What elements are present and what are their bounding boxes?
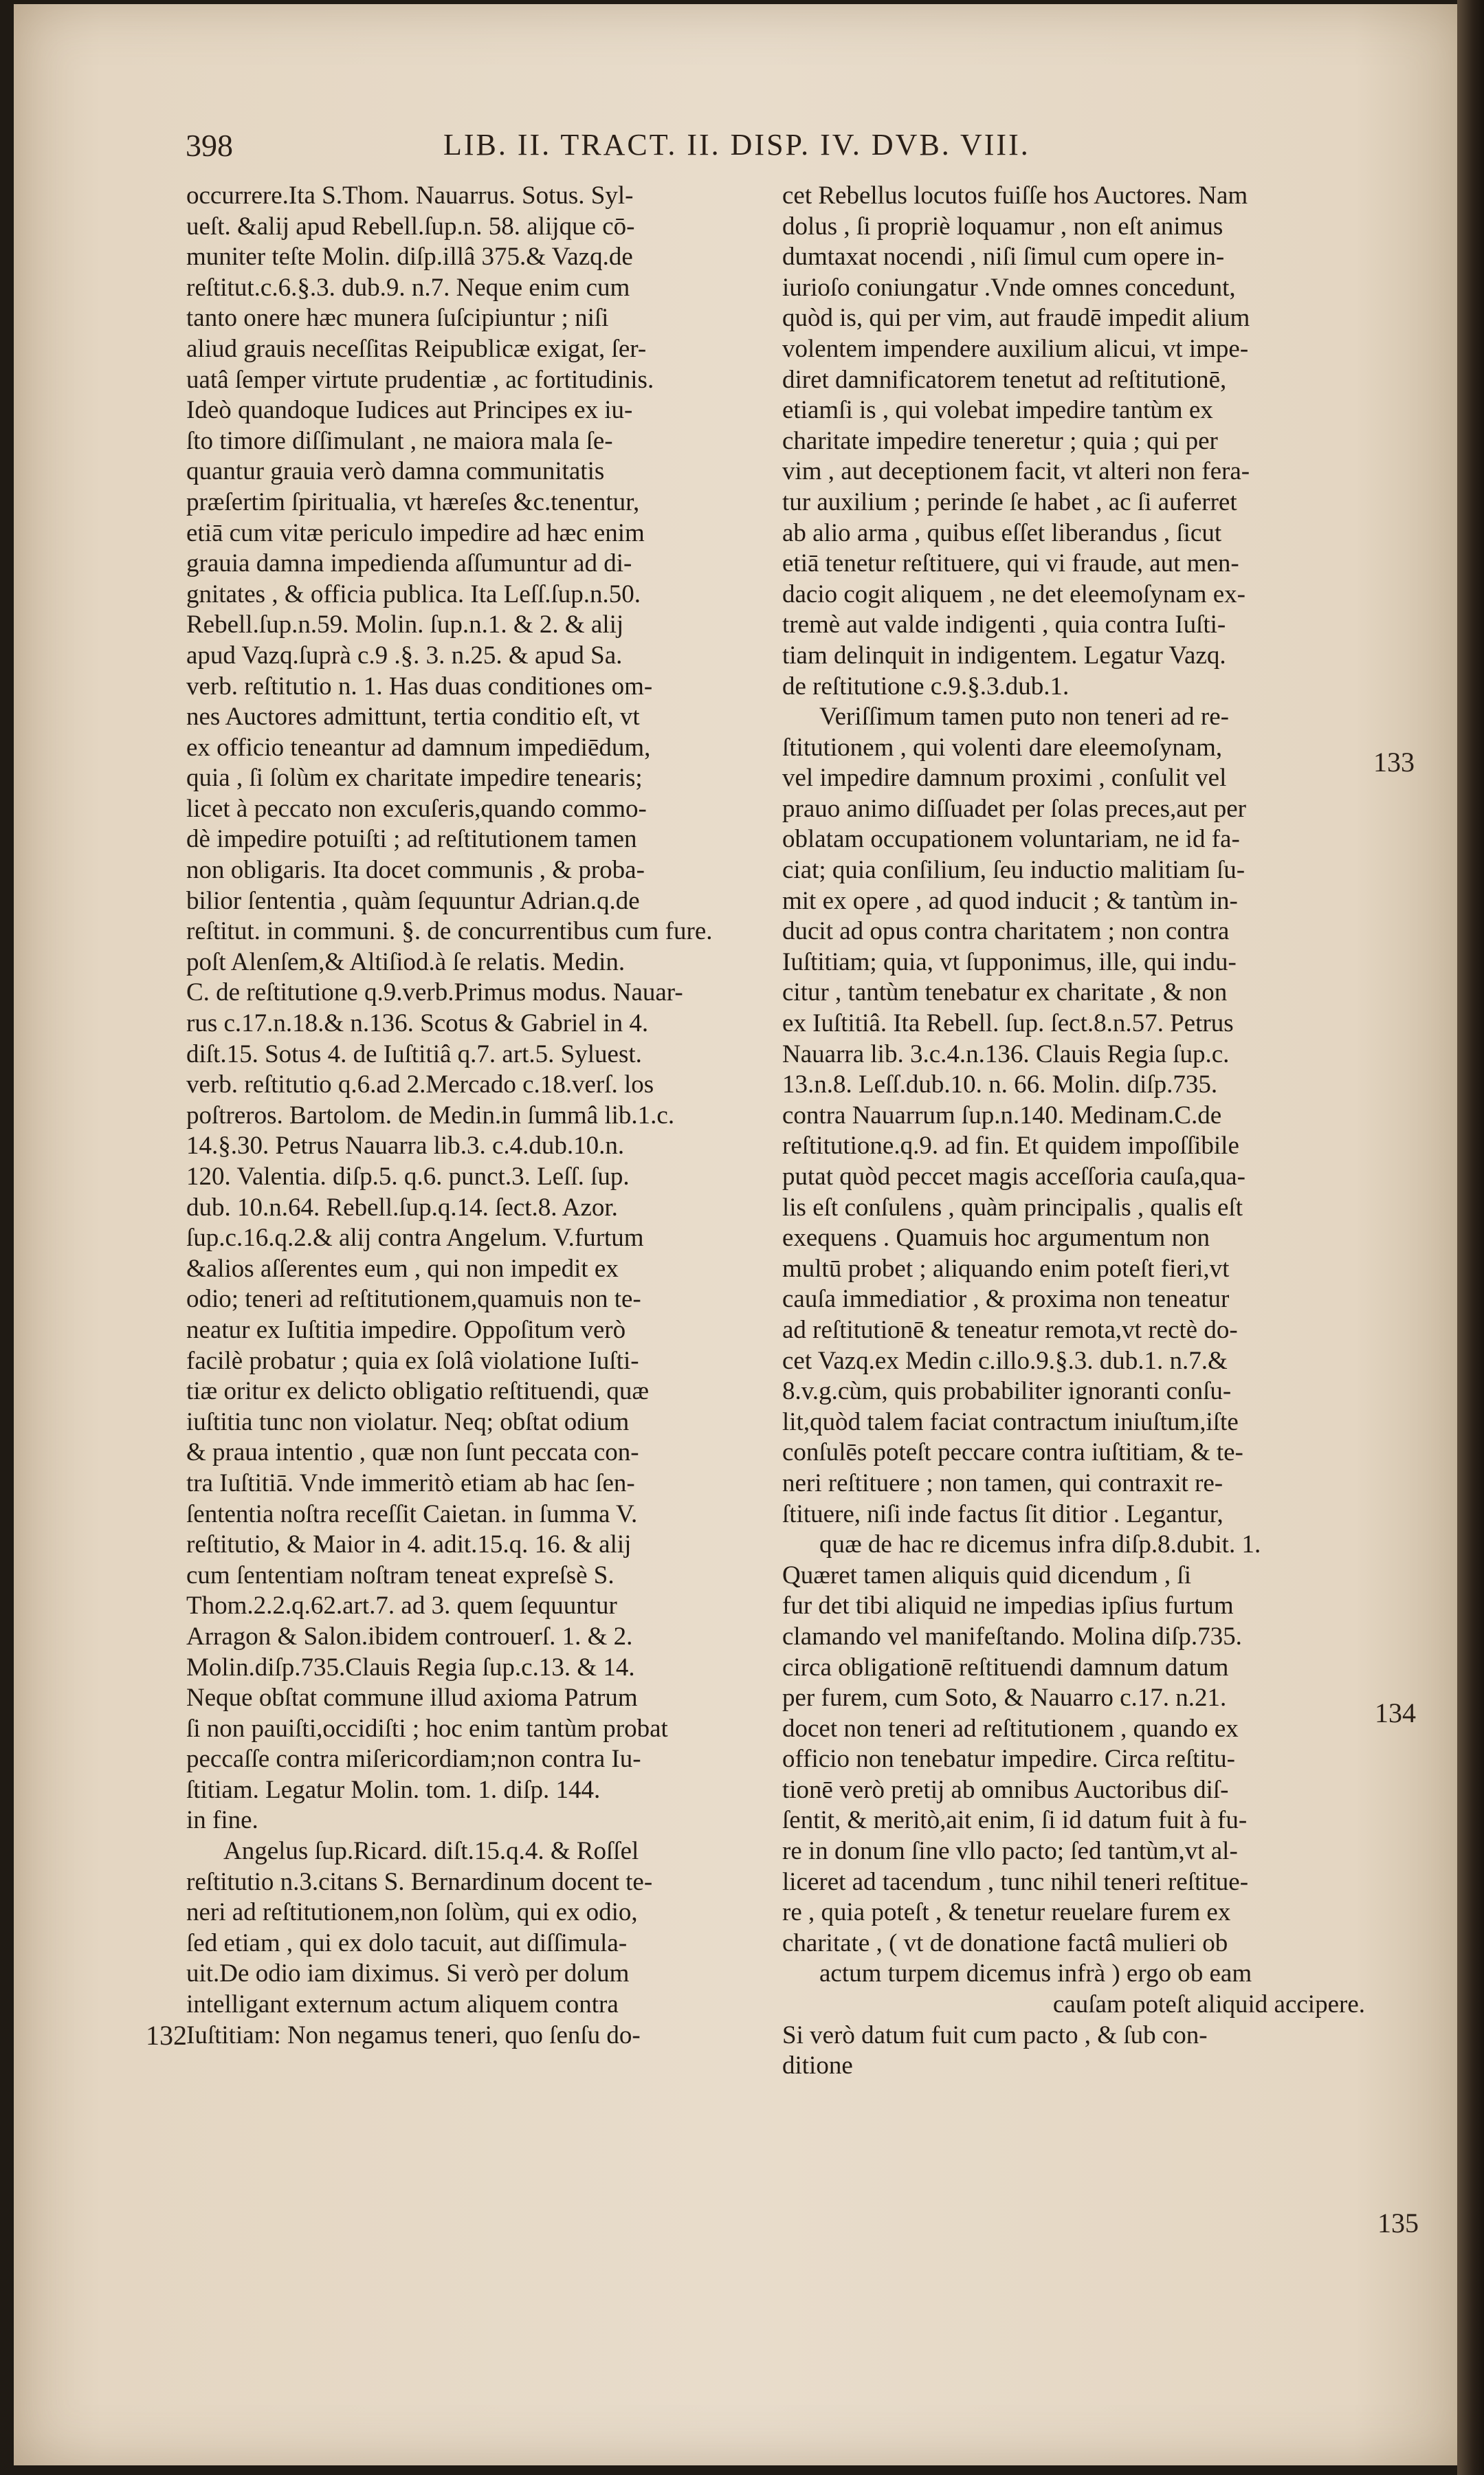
text-line: grauia damna impedienda aſſumuntur ad di- xyxy=(186,549,632,578)
text-line: odio; teneri ad reſtitutionem,quamuis non te- xyxy=(186,1285,641,1314)
text-line: cauſa immediatior , & proxima non teneatur xyxy=(782,1285,1230,1314)
margin-number: 133 xyxy=(1373,747,1415,778)
text-line: ſup.c.16.q.2.& alij contra Angelum. V.furtum xyxy=(186,1224,644,1253)
text-line: prauo animo diſſuadet per ſolas preces,aut per xyxy=(782,794,1246,823)
text-line: reſtitutione.q.9. ad fin. Et quidem impoſſibile xyxy=(782,1132,1239,1160)
text-line: præſertim ſpiritualia, vt hæreſes &c.tenentur, xyxy=(186,487,640,516)
margin-number: 135 xyxy=(1377,2208,1419,2238)
text-line: volentem impendere auxilium alicui, vt impe- xyxy=(782,334,1249,363)
text-line: re in donum ſine vllo pacto; ſed tantùm,vt al- xyxy=(782,1837,1238,1866)
text-line: Arragon & Salon.ibidem controuerſ. 1. & 2. xyxy=(186,1622,633,1651)
left-text-column xyxy=(186,181,769,2051)
text-line: ſententia noſtra receſſit Caietan. in ſumma V. xyxy=(186,1499,638,1528)
text-line: facilè probatur ; quia ex ſolâ violatione Iuſti- xyxy=(186,1346,639,1375)
text-line: cet Rebellus locutos fuiſſe hos Auctores. Nam xyxy=(782,182,1248,210)
text-line: tanto onere hæc munera ſuſcipiuntur ; niſi xyxy=(186,304,609,333)
text-line: reſtitutio, & Maior in 4. adit.15.q. 16. & alij xyxy=(186,1530,632,1559)
text-line: tremè aut valde indigenti , quia contra Iuſti- xyxy=(782,610,1226,639)
text-line: apud Vazq.ſuprà c.9 .§. 3. n.25. & apud Sa. xyxy=(186,641,623,670)
text-line: Iuſtitiam: Non negamus teneri, quo ſenſu do- xyxy=(186,2021,641,2049)
text-line: bilior ſententia , quàm ſequuntur Adrian.q.de xyxy=(186,886,640,915)
text-line: circa obligationē reſtituendi damnum datum xyxy=(782,1653,1229,1682)
text-line: &alios aſſerentes eum , qui non impedit ex xyxy=(186,1254,619,1283)
text-line: iurioſo coniungatur .Vnde omnes concedunt, xyxy=(782,273,1236,302)
text-line: diſt.15. Sotus 4. de Iuſtitiâ q.7. art.5. Syluest. xyxy=(186,1040,642,1068)
text-line: licet à peccato non excuſeris,quando commo- xyxy=(186,794,647,823)
text-line: intelligant externum actum aliquem contra xyxy=(186,1990,619,2019)
text-line: dumtaxat nocendi , niſi ſimul cum opere in- xyxy=(782,243,1225,272)
text-line: tionē verò pretij ab omnibus Auctoribus diſ- xyxy=(782,1775,1229,1804)
text-line: cum ſententiam noſtram teneat expreſsè S. xyxy=(186,1561,614,1590)
text-line: fur det tibi aliquid ne impedias ipſius furtum xyxy=(782,1592,1234,1620)
page-edge-shadow xyxy=(1457,0,1484,2475)
text-line: uit.De odio iam diximus. Si verò per dolum xyxy=(186,1959,630,1988)
text-line: dolus , ſi propriè loquamur , non eſt animus xyxy=(782,212,1223,241)
margin-number: 132 xyxy=(146,2020,187,2051)
page-header xyxy=(186,127,1258,168)
text-line: quæ de hac re dicemus infra diſp.8.dubit. 1. xyxy=(819,1530,1261,1559)
text-line: ſed etiam , qui ex dolo tacuit, aut diſſimula- xyxy=(186,1928,628,1957)
text-line: peccaſſe contra miſericordiam;non contra Iu- xyxy=(186,1745,641,1774)
text-line: dub. 10.n.64. Rebell.ſup.q.14. ſect.8. Azor. xyxy=(186,1193,618,1222)
text-line: neri reſtituere ; non tamen, qui contraxit re- xyxy=(782,1468,1223,1497)
text-line: poſtreros. Bartolom. de Medin.in ſummâ lib.1.c. xyxy=(186,1101,675,1130)
text-line: de reſtitutione c.9.§.3.dub.1. xyxy=(782,672,1070,701)
text-line: uatâ ſemper virtute prudentiæ , ac fortitudinis. xyxy=(186,365,654,394)
text-line: gnitates , & officia publica. Ita Leſſ.ſup.n.50. xyxy=(186,580,641,608)
text-line: tiam delinquit in indigentem. Legatur Vazq. xyxy=(782,641,1226,670)
text-line: lis eſt conſulens , quàm principalis , qualis eſt xyxy=(782,1193,1243,1222)
text-line: ex Iuſtitiâ. Ita Rebell. ſup. ſect.8.n.57. Petrus xyxy=(782,1009,1234,1038)
text-line: citur , tantùm tenebatur ex charitate , & non xyxy=(782,978,1228,1007)
text-line: poſt Alenſem,& Altiſiod.à ſe relatis. Medin. xyxy=(186,947,625,976)
text-line: tiæ oritur ex delicto obligatio reſtituendi, quæ xyxy=(186,1377,650,1406)
text-line: ditione xyxy=(782,2052,853,2080)
text-line: cet Vazq.ex Medin c.illo.9.§.3. dub.1. n.7.& xyxy=(782,1346,1228,1375)
text-line: lit,quòd talem faciat contractum iniuſtum,iſte xyxy=(782,1407,1239,1436)
text-line: 120. Valentia. diſp.5. q.6. punct.3. Leſſ. ſup. xyxy=(186,1163,630,1191)
text-line: neatur ex Iuſtitia impedire. Oppoſitum verò xyxy=(186,1315,626,1344)
text-line: Molin.diſp.735.Clauis Regia ſup.c.13. & 14. xyxy=(186,1653,635,1682)
text-line: Rebell.ſup.n.59. Molin. ſup.n.1. & 2. & alij xyxy=(186,610,624,639)
text-line: tra Iuſtitiā. Vnde immeritò etiam ab hac ſen- xyxy=(186,1468,635,1497)
text-line: actum turpem dicemus infrà ) ergo ob eam xyxy=(819,1959,1252,1988)
text-line: ſtituere, niſi inde factus ſit ditior . Legantur, xyxy=(782,1499,1223,1528)
text-line: verb. reſtitutio n. 1. Has duas conditiones om- xyxy=(186,672,653,701)
text-line: reſtitutio n.3.citans S. Bernardinum docent te- xyxy=(186,1867,653,1896)
text-line: contra Nauarrum ſup.n.140. Medinam.C.de xyxy=(782,1101,1222,1130)
text-line: quòd is, qui per vim, aut fraudē impedit alium xyxy=(782,304,1250,333)
text-line: charitate , ( vt de donatione factâ mulieri ob xyxy=(782,1928,1228,1957)
text-line: multū probet ; aliquando enim poteſt fieri,vt xyxy=(782,1254,1230,1283)
text-line: dè impedire potuiſti ; ad reſtitutionem tamen xyxy=(186,825,637,854)
text-line: C. de reſtitutione q.9.verb.Primus modus. Nauar- xyxy=(186,978,683,1007)
text-line: tur auxilium ; perinde ſe habet , ac ſi auferret xyxy=(782,487,1237,516)
text-line: reſtitut. in communi. §. de concurrentibus cum fure. xyxy=(186,917,713,946)
text-line: nes Auctores admittunt, tertia conditio eſt, vt xyxy=(186,703,640,732)
text-line: verb. reſtitutio q.6.ad 2.Mercado c.18.verſ. los xyxy=(186,1070,654,1099)
text-line: cauſam poteſt aliquid accipere. xyxy=(1052,1990,1365,2019)
text-line: Veriſſimum tamen puto non teneri ad re- xyxy=(819,703,1229,732)
text-line: putat quòd peccet magis acceſſoria cauſa,qua- xyxy=(782,1163,1245,1191)
text-line: non obligaris. Ita docet communis , & proba- xyxy=(186,856,645,885)
text-line: liceret ad tacendum , tunc nihil teneri reſtitue- xyxy=(782,1867,1249,1896)
text-line: occurrere.Ita S.Thom. Nauarrus. Sotus. Syl- xyxy=(186,182,634,210)
text-line: mit ex opere , ad quod inducit ; & tantùm in- xyxy=(782,886,1238,915)
running-head: LIB. II. TRACT. II. DISP. IV. DVB. VIII. xyxy=(443,128,1030,162)
text-line: rus c.17.n.18.& n.136. Scotus & Gabriel in 4. xyxy=(186,1009,649,1038)
text-line: & praua intentio , quæ non ſunt peccata con- xyxy=(186,1438,639,1467)
text-line: Thom.2.2.q.62.art.7. ad 3. quem ſequuntur xyxy=(186,1592,617,1620)
text-line: etiā tenetur reſtituere, qui vi fraude, aut men- xyxy=(782,549,1239,578)
text-line: 14.§.30. Petrus Nauarra lib.3. c.4.dub.10.n. xyxy=(186,1132,625,1160)
text-line: ab alio arma , quibus eſſet liberandus , ſicut xyxy=(782,518,1222,547)
text-line: ſentit, & meritò,ait enim, ſi id datum fuit à fu- xyxy=(782,1806,1248,1835)
text-line: ciat; quia conſilium, ſeu inductio malitiam ſu- xyxy=(782,856,1245,885)
text-line: 8.v.g.cùm, quis probabiliter ignoranti conſu- xyxy=(782,1377,1232,1406)
right-text-column xyxy=(782,181,1365,2082)
text-line: ſtitiam. Legatur Molin. tom. 1. diſp. 144. xyxy=(186,1775,601,1804)
text-line: conſulēs poteſt peccare contra iuſtitiam, & te- xyxy=(782,1438,1243,1467)
text-line: Ideò quandoque Iudices aut Principes ex iu- xyxy=(186,396,633,425)
text-line: Nauarra lib. 3.c.4.n.136. Clauis Regia ſup.c. xyxy=(782,1040,1230,1068)
text-line: oblatam occupationem voluntariam, ne id fa- xyxy=(782,825,1240,854)
text-line: vim , aut deceptionem facit, vt alteri non fera- xyxy=(782,457,1250,486)
text-line: ex officio teneantur ad damnum impediēdum, xyxy=(186,733,651,762)
text-line: ueſt. &alij apud Rebell.ſup.n. 58. alijque cō- xyxy=(186,212,635,241)
text-line: quantur grauia verò damna communitatis xyxy=(186,457,605,486)
text-line: Quæret tamen aliquis quid dicendum , ſi xyxy=(782,1561,1191,1590)
text-line: ſtitutionem , qui volenti dare eleemoſynam, xyxy=(782,733,1223,762)
text-line: Neque obſtat commune illud axioma Patrum xyxy=(186,1684,638,1713)
margin-number: 134 xyxy=(1375,1697,1416,1728)
text-line: docet non teneri ad reſtitutionem , quando ex xyxy=(782,1714,1239,1743)
text-line: diret damnificatorem tenetut ad reſtitutionē, xyxy=(782,365,1227,394)
text-line: ſto timore diſſimulant , ne maiora mala ſe- xyxy=(186,426,613,455)
text-line: etiamſi is , qui volebat impedire tantùm ex xyxy=(782,396,1213,425)
text-line: iuſtitia tunc non violatur. Neq; obſtat odium xyxy=(186,1407,630,1436)
text-line: Si verò datum fuit cum pacto , & ſub con- xyxy=(782,2021,1208,2049)
text-line: charitate impedire teneretur ; quia ; qui per xyxy=(782,426,1218,455)
text-line: dacio cogit aliquem , ne det eleemoſynam ex- xyxy=(782,580,1245,608)
text-line: 13.n.8. Leſſ.dub.10. n. 66. Molin. diſp.735. xyxy=(782,1070,1218,1099)
text-line: etiā cum vitæ periculo impedire ad hæc enim xyxy=(186,518,645,547)
text-line: ſi non pauiſti,occidiſti ; hoc enim tantùm probat xyxy=(186,1714,668,1743)
text-line: officio non tenebatur impedire. Circa reſtitu- xyxy=(782,1745,1235,1774)
text-line: exequens . Quamuis hoc argumentum non xyxy=(782,1224,1210,1253)
text-line: neri ad reſtitutionem,non ſolùm, qui ex odio, xyxy=(186,1898,638,1927)
text-line: ducit ad opus contra charitatem ; non contra xyxy=(782,917,1230,946)
text-line: vel impedire damnum proximi , conſulit vel xyxy=(782,764,1227,793)
text-line: quia , ſi ſolùm ex charitate impedire tenearis; xyxy=(186,764,643,793)
text-line: muniter teſte Molin. diſp.illâ 375.& Vazq.de xyxy=(186,243,633,272)
text-line: per furem, cum Soto, & Nauarro c.17. n.21. xyxy=(782,1684,1227,1713)
text-line: reſtitut.c.6.§.3. dub.9. n.7. Neque enim cum xyxy=(186,273,630,302)
text-line: Angelus ſup.Ricard. diſt.15.q.4. & Roſſel xyxy=(223,1837,639,1866)
text-line: Iuſtitiam; quia, vt ſupponimus, ille, qui indu- xyxy=(782,947,1237,976)
text-line: clamando vel manifeſtando. Molina diſp.735. xyxy=(782,1622,1242,1651)
text-line: re , quia poteſt , & tenetur reuelare furem ex xyxy=(782,1898,1231,1927)
page-number: 398 xyxy=(186,128,233,163)
text-line: in fine. xyxy=(186,1806,258,1835)
text-line: ad reſtitutionē & teneatur remota,vt rectè do- xyxy=(782,1315,1238,1344)
text-line: aliud grauis neceſſitas Reipublicæ exigat, ſer- xyxy=(186,334,647,363)
